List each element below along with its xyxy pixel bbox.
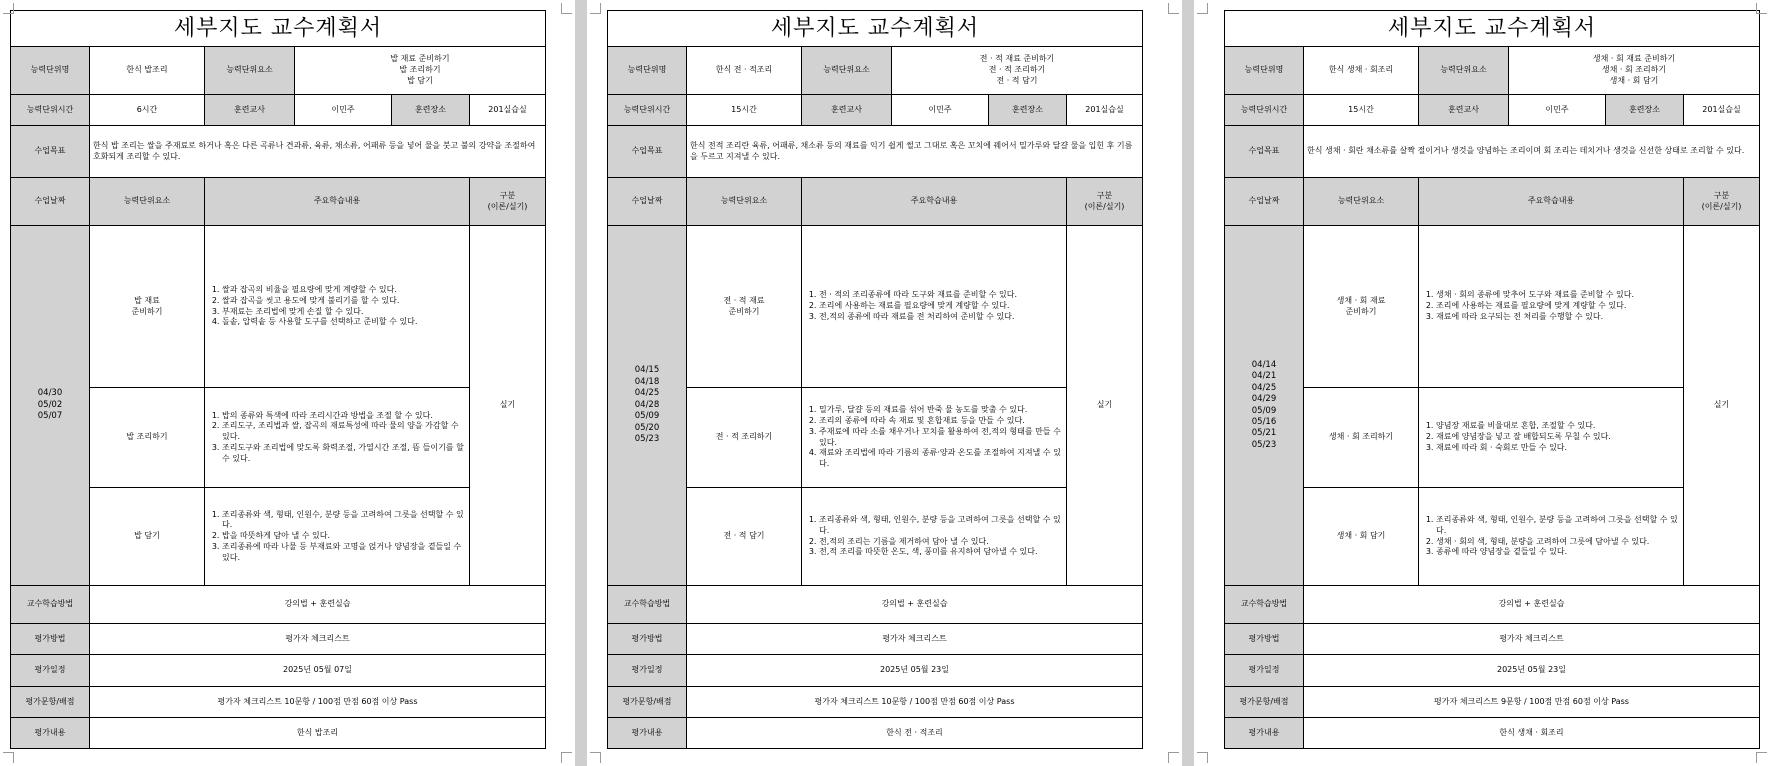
eval-method-value: 평가자 체크리스트 bbox=[90, 624, 546, 655]
content-cell bbox=[205, 488, 470, 586]
eval-criteria-label: 평가문항/배점 bbox=[608, 687, 687, 718]
eval-content-label: 평가내용 bbox=[608, 718, 687, 749]
learning-item: 2. 생채 · 회의 색, 형태, 분량을 고려하여 그릇에 담아낼 수 있다. bbox=[1436, 537, 1680, 548]
page-corner-mark bbox=[3, 752, 14, 763]
element-cell: 생채 · 회 재료 준비하기 bbox=[1304, 226, 1419, 388]
learning-item: 2. 밥을 따뜻하게 담아 낼 수 있다. bbox=[222, 531, 466, 542]
page-corner-mark bbox=[1197, 752, 1208, 763]
eval-criteria-label: 평가문항/배점 bbox=[11, 687, 90, 718]
learning-item: 4. 돌솥, 압력솥 등 사용할 도구를 선택하고 준비할 수 있다. bbox=[222, 317, 466, 328]
page-corner-mark bbox=[1756, 752, 1767, 763]
page-separator bbox=[1182, 0, 1194, 766]
table-row bbox=[608, 488, 1143, 586]
learning-item: 3. 조리도구와 조리법에 맞도록 화력조절, 가열시간 조절, 뜸 들이기를 할 수 있다. bbox=[222, 443, 466, 465]
learning-item: 1. 생채 · 회의 종류에 맞추어 도구와 재료를 준비할 수 있다. bbox=[1436, 290, 1680, 301]
element-cell: 밥 조리하기 bbox=[90, 388, 205, 488]
element-cell: 전 · 적 담기 bbox=[687, 488, 802, 586]
page-corner-mark bbox=[590, 752, 601, 763]
unit-element-label: 능력단위요소 bbox=[1419, 47, 1509, 95]
unit-elements-value: 밥 재료 준비하기 밥 조리하기 밥 담기 bbox=[295, 47, 546, 95]
page-corner-mark bbox=[561, 752, 572, 763]
eval-date-value: 2025년 05월 07일 bbox=[90, 655, 546, 687]
class-dates: 04/30 05/02 05/07 bbox=[11, 226, 90, 586]
page-corner-mark bbox=[3, 3, 14, 14]
unit-hours-label: 능력단위시간 bbox=[608, 95, 687, 126]
eval-method-label: 평가방법 bbox=[1225, 624, 1304, 655]
lesson-plan-table bbox=[1224, 10, 1760, 749]
method-value: 강의법 + 훈련실습 bbox=[687, 586, 1143, 624]
unit-hours-label: 능력단위시간 bbox=[1225, 95, 1304, 126]
learning-item: 2. 쌀과 잡곡을 씻고 용도에 맞게 불리기를 할 수 있다. bbox=[222, 296, 466, 307]
page-corner-mark bbox=[1168, 752, 1179, 763]
element-cell: 밥 담기 bbox=[90, 488, 205, 586]
page-title: 세부지도 교수계획서 bbox=[11, 11, 546, 47]
eval-criteria-label: 평가문항/배점 bbox=[1225, 687, 1304, 718]
goal-label: 수업목표 bbox=[11, 126, 90, 178]
learning-item: 2. 재료에 양념장을 넣고 잘 배합되도록 무칠 수 있다. bbox=[1436, 432, 1680, 443]
place-value: 201실습실 bbox=[1684, 95, 1760, 126]
content-cell bbox=[205, 388, 470, 488]
content-cell bbox=[802, 226, 1067, 388]
learning-item: 3. 재료에 따라 회 · 숙회로 만들 수 있다. bbox=[1436, 443, 1680, 454]
eval-content-label: 평가내용 bbox=[11, 718, 90, 749]
element-cell: 생채 · 회 조리하기 bbox=[1304, 388, 1419, 488]
instructor-label: 훈련교사 bbox=[1419, 95, 1509, 126]
method-value: 강의법 + 훈련실습 bbox=[1304, 586, 1760, 624]
learning-item: 1. 밥의 종류와 특색에 따라 조리시간과 방법을 조절 할 수 있다. bbox=[222, 411, 466, 422]
lesson-plan-table bbox=[607, 10, 1143, 749]
place-value: 201실습실 bbox=[470, 95, 546, 126]
place-label: 훈련장소 bbox=[1606, 95, 1684, 126]
type-column-header: 구분 (이론/실기) bbox=[470, 178, 546, 226]
eval-date-value: 2025년 05월 23일 bbox=[1304, 655, 1760, 687]
goal-value: 한식 밥 조리는 쌀을 주재료로 하거나 혹은 다른 곡류나 견과류, 육류, 채소류, 어패류 등을 넣어 물을 붓고 불의 강약을 조절하여 호화되게 조리할 수 있다. bbox=[90, 126, 546, 178]
document-page bbox=[587, 0, 1182, 766]
lesson-plan-table bbox=[10, 10, 546, 749]
content-column-header: 주요학습내용 bbox=[802, 178, 1067, 226]
type-column-header: 구분 (이론/실기) bbox=[1684, 178, 1760, 226]
learning-item: 1. 전 · 적의 조리종류에 따라 도구와 재료를 준비할 수 있다. bbox=[819, 290, 1063, 301]
learning-item: 1. 조리종류와 색, 형태, 인원수, 분량 등을 고려하여 그릇을 선택할 수 있다. bbox=[1436, 515, 1680, 537]
learning-item: 3. 재료에 따라 요구되는 전 처리를 수행할 수 있다. bbox=[1436, 312, 1680, 323]
goal-value: 한식 생채 · 회란 채소류를 살짝 절이거나 생것을 양념하는 조리이며 회 조리는 데치거나 생것을 신선한 상태로 조리할 수 있다. bbox=[1304, 126, 1760, 178]
eval-method-label: 평가방법 bbox=[11, 624, 90, 655]
place-value: 201실습실 bbox=[1067, 95, 1143, 126]
unit-element-label: 능력단위요소 bbox=[205, 47, 295, 95]
class-date-header: 수업날짜 bbox=[1225, 178, 1304, 226]
element-cell: 전 · 적 조리하기 bbox=[687, 388, 802, 488]
content-cell bbox=[1419, 488, 1684, 586]
page-title: 세부지도 교수계획서 bbox=[608, 11, 1143, 47]
learning-item: 1. 밀가루, 달걀 등의 재료를 섞어 반죽 물 농도를 맞출 수 있다. bbox=[819, 405, 1063, 416]
eval-criteria-value: 평가자 체크리스트 9문항 / 100점 만점 60점 이상 Pass bbox=[1304, 687, 1760, 718]
unit-element-label: 능력단위요소 bbox=[802, 47, 892, 95]
table-row bbox=[11, 388, 546, 488]
unit-name-label: 능력단위명 bbox=[608, 47, 687, 95]
element-cell: 생채 · 회 담기 bbox=[1304, 488, 1419, 586]
instructor-label: 훈련교사 bbox=[802, 95, 892, 126]
unit-hours-value: 15시간 bbox=[687, 95, 802, 126]
goal-label: 수업목표 bbox=[1225, 126, 1304, 178]
learning-item: 2. 조리에 사용하는 재료를 필요량에 맞게 계량할 수 있다. bbox=[819, 301, 1063, 312]
content-cell bbox=[1419, 388, 1684, 488]
unit-elements-value: 전 · 적 재료 준비하기 전 · 적 조리하기 전 · 적 담기 bbox=[892, 47, 1143, 95]
goal-label: 수업목표 bbox=[608, 126, 687, 178]
method-label: 교수학습방법 bbox=[608, 586, 687, 624]
learning-item: 2. 조리도구, 조리법과 쌀, 잡곡의 재료특성에 따라 물의 양을 가감할 수 있다. bbox=[222, 421, 466, 443]
eval-date-label: 평가일정 bbox=[11, 655, 90, 687]
eval-criteria-value: 평가자 체크리스트 10문항 / 100점 만점 60점 이상 Pass bbox=[687, 687, 1143, 718]
instructor-value: 이민주 bbox=[1509, 95, 1606, 126]
table-row bbox=[608, 226, 1143, 388]
unit-name-label: 능력단위명 bbox=[1225, 47, 1304, 95]
type-cell: 실기 bbox=[470, 226, 546, 586]
learning-item: 3. 전,적 조리를 따뜻한 온도, 색, 풍미를 유지하여 담아낼 수 있다. bbox=[819, 547, 1063, 558]
learning-item: 2. 조리의 종류에 따라 속 재료 및 혼합재료 등을 만들 수 있다. bbox=[819, 416, 1063, 427]
eval-content-label: 평가내용 bbox=[1225, 718, 1304, 749]
learning-item: 2. 전,적의 조리는 기름을 제거하여 담아 낼 수 있다. bbox=[819, 537, 1063, 548]
type-cell: 실기 bbox=[1684, 226, 1760, 586]
table-row bbox=[1225, 388, 1760, 488]
learning-item: 3. 부재료는 조리법에 맞게 손질 할 수 있다. bbox=[222, 307, 466, 318]
class-dates: 04/14 04/21 04/25 04/29 05/09 05/16 05/21 05/23 bbox=[1225, 226, 1304, 586]
type-column-header: 구분 (이론/실기) bbox=[1067, 178, 1143, 226]
content-cell bbox=[205, 226, 470, 388]
document-page bbox=[0, 0, 575, 766]
element-cell: 밥 재료 준비하기 bbox=[90, 226, 205, 388]
goal-value: 한식 전적 조리란 육류, 어패류, 채소류 등의 재료를 익기 쉽게 썰고 그대로 혹은 꼬치에 꿰어서 밀가루와 달걀 물을 입힌 후 기름을 두르고 지져낼 수 있다. bbox=[687, 126, 1143, 178]
class-dates: 04/15 04/18 04/25 04/28 05/09 05/20 05/23 bbox=[608, 226, 687, 586]
learning-item: 1. 쌀과 잡곡의 비율을 필요량에 맞게 계량할 수 있다. bbox=[222, 285, 466, 296]
place-label: 훈련장소 bbox=[989, 95, 1067, 126]
learning-item: 4. 재료와 조리법에 따라 기름의 종류·양과 온도를 조절하여 지져낼 수 있다. bbox=[819, 448, 1063, 470]
page-corner-mark bbox=[1756, 3, 1767, 14]
unit-name-value: 한식 밥조리 bbox=[90, 47, 205, 95]
unit-name-label: 능력단위명 bbox=[11, 47, 90, 95]
document-page bbox=[1194, 0, 1770, 766]
unit-elements-value: 생채 · 회 재료 준비하기 생채 · 회 조리하기 생채 · 회 담기 bbox=[1509, 47, 1760, 95]
eval-method-label: 평가방법 bbox=[608, 624, 687, 655]
unit-hours-value: 15시간 bbox=[1304, 95, 1419, 126]
learning-item: 3. 주재료에 따라 소를 채우거나 꼬치를 활용하여 전,적의 형태를 만들 수 있다. bbox=[819, 427, 1063, 449]
content-cell bbox=[802, 488, 1067, 586]
page-title: 세부지도 교수계획서 bbox=[1225, 11, 1760, 47]
eval-method-value: 평가자 체크리스트 bbox=[687, 624, 1143, 655]
eval-date-value: 2025년 05월 23일 bbox=[687, 655, 1143, 687]
eval-criteria-value: 평가자 체크리스트 10문항 / 100점 만점 60점 이상 Pass bbox=[90, 687, 546, 718]
eval-date-label: 평가일정 bbox=[1225, 655, 1304, 687]
table-row bbox=[608, 388, 1143, 488]
content-cell bbox=[802, 388, 1067, 488]
unit-hours-value: 6시간 bbox=[90, 95, 205, 126]
eval-content-value: 한식 전 · 적조리 bbox=[687, 718, 1143, 749]
page-corner-mark bbox=[561, 3, 572, 14]
element-column-header: 능력단위요소 bbox=[687, 178, 802, 226]
element-cell: 전 · 적 재료 준비하기 bbox=[687, 226, 802, 388]
table-row bbox=[11, 488, 546, 586]
type-cell: 실기 bbox=[1067, 226, 1143, 586]
instructor-value: 이민주 bbox=[295, 95, 392, 126]
eval-method-value: 평가자 체크리스트 bbox=[1304, 624, 1760, 655]
instructor-label: 훈련교사 bbox=[205, 95, 295, 126]
table-row bbox=[1225, 488, 1760, 586]
table-row bbox=[1225, 226, 1760, 388]
learning-item: 1. 조리종류와 색, 형태, 인원수, 분량 등을 고려하여 그릇을 선택할 수 있다. bbox=[222, 510, 466, 532]
method-label: 교수학습방법 bbox=[11, 586, 90, 624]
method-label: 교수학습방법 bbox=[1225, 586, 1304, 624]
class-date-header: 수업날짜 bbox=[608, 178, 687, 226]
learning-item: 3. 조리종류에 따라 나물 등 부재료와 고명을 얹거나 양념장을 곁들일 수 있다. bbox=[222, 542, 466, 564]
place-label: 훈련장소 bbox=[392, 95, 470, 126]
method-value: 강의법 + 훈련실습 bbox=[90, 586, 546, 624]
page-corner-mark bbox=[1197, 3, 1208, 14]
element-column-header: 능력단위요소 bbox=[90, 178, 205, 226]
learning-item: 3. 종류에 따라 양념장을 곁들일 수 있다. bbox=[1436, 547, 1680, 558]
table-row bbox=[11, 226, 546, 388]
unit-hours-label: 능력단위시간 bbox=[11, 95, 90, 126]
eval-content-value: 한식 생채 · 회조리 bbox=[1304, 718, 1760, 749]
learning-item: 1. 양념장 재료를 비율대로 혼합, 조절할 수 있다. bbox=[1436, 421, 1680, 432]
unit-name-value: 한식 전 · 적조리 bbox=[687, 47, 802, 95]
content-cell bbox=[1419, 226, 1684, 388]
learning-item: 2. 조리에 사용하는 재료를 필요량에 맞게 계량할 수 있다. bbox=[1436, 301, 1680, 312]
instructor-value: 이민주 bbox=[892, 95, 989, 126]
page-corner-mark bbox=[590, 3, 601, 14]
page-separator bbox=[575, 0, 587, 766]
class-date-header: 수업날짜 bbox=[11, 178, 90, 226]
page-corner-mark bbox=[1168, 3, 1179, 14]
content-column-header: 주요학습내용 bbox=[205, 178, 470, 226]
eval-date-label: 평가일정 bbox=[608, 655, 687, 687]
learning-item: 1. 조리종류와 색, 형태, 인원수, 분량 등을 고려하여 그릇을 선택할 수 있다. bbox=[819, 515, 1063, 537]
content-column-header: 주요학습내용 bbox=[1419, 178, 1684, 226]
element-column-header: 능력단위요소 bbox=[1304, 178, 1419, 226]
learning-item: 3. 전,적의 종류에 따라 재료를 전 처리하여 준비할 수 있다. bbox=[819, 312, 1063, 323]
eval-content-value: 한식 밥조리 bbox=[90, 718, 546, 749]
unit-name-value: 한식 생채 · 회조리 bbox=[1304, 47, 1419, 95]
